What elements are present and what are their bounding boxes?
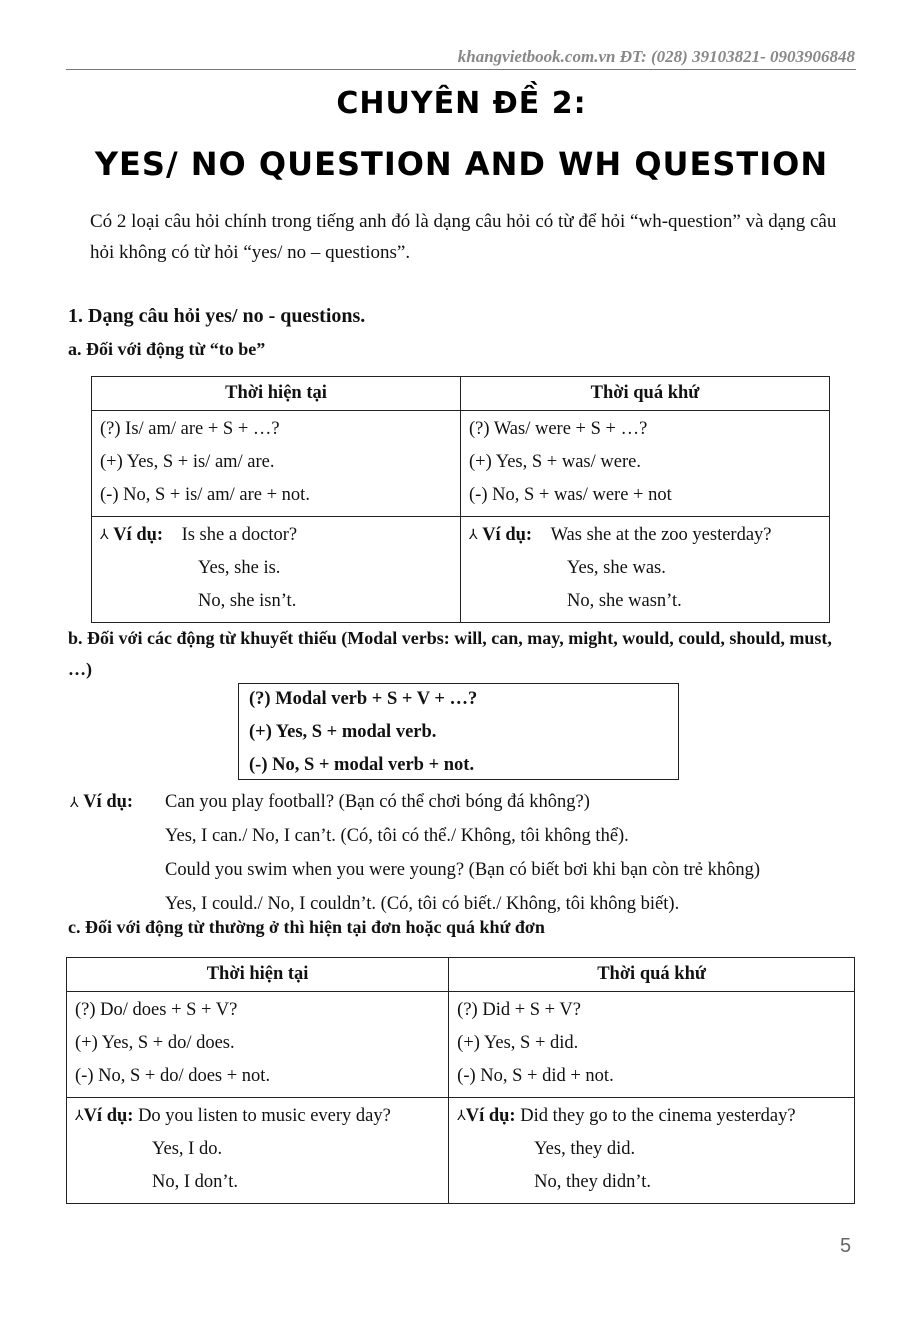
- past-example-cell: [449, 1098, 855, 1204]
- example-question: Is she a doctor?: [181, 525, 298, 545]
- bullet-icon: ⅄: [70, 795, 79, 811]
- header-contact: khangvietbook.com.vn ĐT: (028) 39103821- 0903906848: [457, 47, 855, 66]
- present-forms-cell: [67, 992, 449, 1098]
- table-header-present: Thời hiện tại: [92, 377, 461, 411]
- example-answer-no: No, she wasn’t.: [567, 591, 682, 611]
- example-list: [165, 785, 760, 921]
- section-1-heading: 1. Dạng câu hỏi yes/ no - questions.: [68, 305, 366, 327]
- example-line: Can you play football? (Bạn có thể chơi bóng đá không?): [165, 792, 590, 812]
- bullet-icon: ⅄: [75, 1108, 84, 1124]
- formula-question: (?) Modal verb + S + V + …?: [249, 689, 478, 709]
- form-question: (?) Did + S + V?: [457, 1000, 581, 1020]
- form-negative: (-) No, S + is/ am/ are + not.: [100, 485, 310, 505]
- form-positive: (+) Yes, S + did.: [457, 1033, 579, 1053]
- example-label: Ví dụ:: [113, 525, 164, 545]
- bullet-icon: ⅄: [457, 1108, 466, 1124]
- chapter-subtitle: YES/ NO QUESTION AND WH QUESTION: [94, 145, 829, 183]
- past-example-cell: [461, 517, 830, 623]
- example-answer-yes: Yes, I do.: [152, 1139, 223, 1159]
- example-answer-no: No, I don’t.: [152, 1172, 238, 1192]
- table-header-past: Thời quá khứ: [461, 377, 830, 411]
- example-answer-no: No, they didn’t.: [534, 1172, 651, 1192]
- example-label: Ví dụ:: [482, 525, 533, 545]
- sub-c-heading: c. Đối với động từ thường ở thì hiện tại đơn hoặc quá khứ đơn: [68, 917, 545, 937]
- present-example-cell: [92, 517, 461, 623]
- formula-positive: (+) Yes, S + modal verb.: [249, 722, 437, 742]
- example-line: Yes, I could./ No, I couldn’t. (Có, tôi có biết./ Không, tôi không biết).: [165, 894, 680, 914]
- present-example-cell: [67, 1098, 449, 1204]
- page-number: 5: [840, 1235, 852, 1257]
- bullet-icon: ⅄: [100, 527, 109, 543]
- sub-b-heading: b. Đối với các động từ khuyết thiếu (Modal verbs: will, can, may, might, would, could, should, must, …): [68, 628, 832, 679]
- example-line: Yes, I can./ No, I can’t. (Có, tôi có thể./ Không, tôi không thể).: [165, 826, 629, 846]
- past-forms-cell: [461, 411, 830, 517]
- modal-formula-box: [238, 683, 679, 780]
- form-positive: (+) Yes, S + was/ were.: [469, 452, 641, 472]
- form-question: (?) Was/ were + S + …?: [469, 419, 648, 439]
- form-question: (?) Do/ does + S + V?: [75, 1000, 238, 1020]
- example-question: Did they go to the cinema yesterday?: [520, 1106, 796, 1126]
- form-negative: (-) No, S + was/ were + not: [469, 485, 672, 505]
- example-question: Was she at the zoo yesterday?: [550, 525, 772, 545]
- chapter-title: CHUYÊN ĐỀ 2:: [336, 86, 587, 121]
- example-label: Ví dụ:: [83, 792, 134, 812]
- example-label: Ví dụ:: [83, 1106, 134, 1126]
- table-header-past: Thời quá khứ: [449, 958, 855, 992]
- example-answer-yes: Yes, they did.: [534, 1139, 636, 1159]
- form-positive: (+) Yes, S + do/ does.: [75, 1033, 235, 1053]
- present-forms-cell: [92, 411, 461, 517]
- form-positive: (+) Yes, S + is/ am/ are.: [100, 452, 275, 472]
- header-divider: [66, 69, 856, 70]
- formula-negative: (-) No, S + modal verb + not.: [249, 755, 475, 775]
- modal-examples: [70, 785, 760, 914]
- form-negative: (-) No, S + did + not.: [457, 1066, 614, 1086]
- intro-paragraph: Có 2 loại câu hỏi chính trong tiếng anh đó là dạng câu hỏi có từ để hỏi “wh-question” và dạng câu hỏi không có từ hỏi “yes/ no – questions”.: [90, 211, 837, 263]
- sub-a-heading: a. Đối với động từ “to be”: [68, 339, 266, 359]
- ordinary-verb-table: [66, 957, 855, 1204]
- example-answer-yes: Yes, she is.: [198, 558, 281, 578]
- example-question: Do you listen to music every day?: [138, 1106, 391, 1126]
- table-header-present: Thời hiện tại: [67, 958, 449, 992]
- form-question: (?) Is/ am/ are + S + …?: [100, 419, 280, 439]
- example-label: Ví dụ:: [465, 1106, 516, 1126]
- past-forms-cell: [449, 992, 855, 1098]
- example-answer-no: No, she isn’t.: [198, 591, 297, 611]
- bullet-icon: ⅄: [469, 527, 478, 543]
- to-be-table: [91, 376, 830, 623]
- example-line: Could you swim when you were young? (Bạn có biết bơi khi bạn còn trẻ không): [165, 860, 760, 880]
- example-answer-yes: Yes, she was.: [567, 558, 666, 578]
- form-negative: (-) No, S + do/ does + not.: [75, 1066, 271, 1086]
